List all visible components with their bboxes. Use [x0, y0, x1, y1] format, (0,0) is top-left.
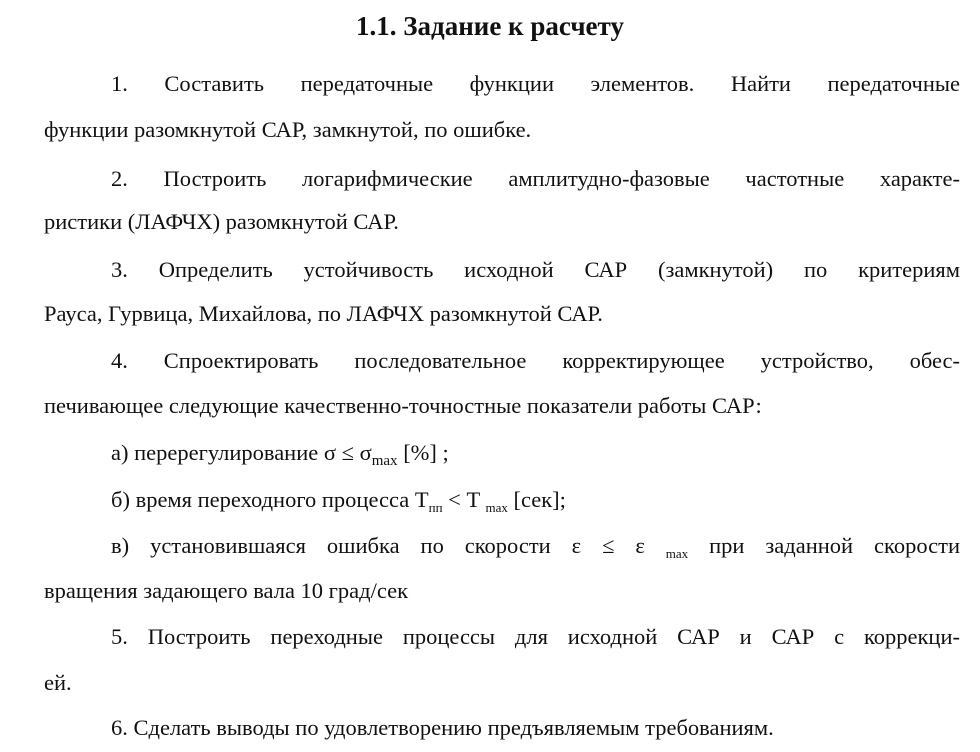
requirement-c-line-1: [111, 526, 960, 566]
requirement-c-text: в) установившаяся ошибка по скорости ε ≤ ε: [111, 533, 666, 558]
item-1-line-1: 1. Составить передаточные функции элементов. Найти передаточные: [111, 71, 960, 96]
requirement-a-unit: [%] ;: [397, 440, 449, 465]
requirement-b-text: б) время переходного процесса T: [111, 487, 429, 512]
requirement-b-compare: < T: [442, 487, 486, 512]
requirement-b-subscript-2: max: [485, 500, 508, 515]
requirement-a: [111, 433, 960, 473]
item-1-line-2: функции разомкнутой САР, замкнутой, по ошибке.: [44, 117, 532, 142]
item-2-line-1: 2. Построить логарифмические амплитудно-фазовые частотные характе-: [111, 166, 960, 191]
item-4-line-2: печивающее следующие качественно-точностные показатели работы САР:: [44, 393, 762, 418]
item-3-line-2: Рауса, Гурвица, Михайлова, по ЛАФЧХ разомкнутой САР.: [44, 301, 603, 326]
requirement-b-subscript-1: пп: [428, 500, 443, 515]
requirement-a-text: а) перерегулирование σ ≤ σ: [111, 440, 372, 465]
requirement-c-line-2: вращения задающего вала 10 град/сек: [44, 578, 409, 603]
requirement-c-subscript: max: [665, 546, 689, 561]
requirement-b: [111, 480, 960, 520]
item-2-line-2: ристики (ЛАФЧХ) разомкнутой САР.: [44, 209, 399, 234]
requirement-b-unit: [сек];: [507, 487, 566, 512]
item-3-line-1: 3. Определить устойчивость исходной САР (замкнутой) по критериям: [111, 257, 960, 282]
item-5-line-1: 5. Построить переходные процессы для исходной САР и САР с коррекци-: [111, 624, 960, 649]
item-6-line-1: 6. Сделать выводы по удовлетворению предъявляемым требованиям.: [111, 715, 774, 740]
item-4-line-1: 4. Спроектировать последовательное корректирующее устройство, обес-: [111, 348, 960, 373]
requirement-a-subscript: max: [371, 453, 398, 469]
requirement-c-rest: при заданной скорости: [688, 533, 960, 558]
section-heading: 1.1. Задание к расчету: [356, 11, 624, 41]
item-5-line-2: ей.: [44, 670, 72, 695]
